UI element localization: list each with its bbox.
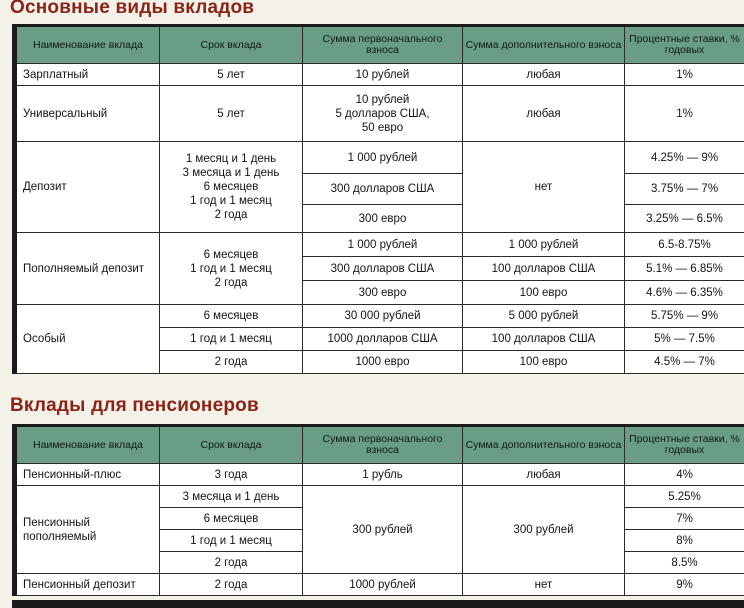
row-term: 5 лет <box>160 64 303 86</box>
row-term: 5 лет <box>160 86 303 142</box>
row-rate: 4.5% — 7% <box>625 351 744 374</box>
row-term: 2 года <box>160 574 303 596</box>
row-initial: 1000 евро <box>303 351 463 374</box>
row-additional: нет <box>463 574 625 596</box>
row-initial: 1000 долларов США <box>303 328 463 351</box>
row-initial: 1000 рублей <box>303 574 463 596</box>
row-initial: 300 долларов США <box>303 257 463 281</box>
row-rate: 8.5% <box>625 552 744 574</box>
row-rate: 6.5-8.75% <box>625 233 744 257</box>
table-row <box>15 64 744 86</box>
row-initial: 1 000 рублей <box>303 233 463 257</box>
row-name: Пенсионный-плюс <box>15 464 160 486</box>
row-terms: 6 месяцев 1 год и 1 месяц 2 года <box>160 233 303 305</box>
header-initial: Сумма первоначального взноса <box>303 26 463 64</box>
table-row <box>15 86 744 142</box>
bottom-divider <box>12 600 744 608</box>
row-initial: 10 рублей 5 долларов США, 50 евро <box>303 86 463 142</box>
row-rate: 4.6% — 6.35% <box>625 281 744 305</box>
table-row <box>15 486 744 508</box>
row-rate: 3.75% — 7% <box>625 174 744 205</box>
row-additional: 1 000 рублей <box>463 233 625 257</box>
table-row <box>15 233 744 257</box>
row-name: Зарплатный <box>15 64 160 86</box>
header-term: Срок вклада <box>160 26 303 64</box>
section-title-pensioner-deposits: Вклады для пенсионеров <box>10 395 259 416</box>
pensioner-deposits-table <box>12 424 744 596</box>
row-term: 1 год и 1 месяц <box>160 328 303 351</box>
row-name: Особый <box>15 305 160 374</box>
table-header-row <box>15 26 744 64</box>
row-rate: 8% <box>625 530 744 552</box>
row-additional: 100 долларов США <box>463 257 625 281</box>
row-additional: 100 евро <box>463 351 625 374</box>
row-initial: 300 евро <box>303 281 463 305</box>
row-rate: 1% <box>625 86 744 142</box>
header-initial: Сумма первоначального взноса <box>303 426 463 464</box>
header-name: Наименование вклада <box>15 426 160 464</box>
table-header-row <box>15 426 744 464</box>
row-term: 1 год и 1 месяц <box>160 530 303 552</box>
header-term: Срок вклада <box>160 426 303 464</box>
table-row <box>15 574 744 596</box>
row-rate: 5.25% <box>625 486 744 508</box>
row-additional: любая <box>463 64 625 86</box>
row-term: 3 месяца и 1 день <box>160 486 303 508</box>
row-initial: 300 рублей <box>303 486 463 574</box>
row-additional: любая <box>463 86 625 142</box>
main-deposits-table <box>12 24 744 374</box>
row-rate: 1% <box>625 64 744 86</box>
row-term: 6 месяцев <box>160 305 303 328</box>
row-term: 2 года <box>160 351 303 374</box>
row-initial: 1 000 рублей <box>303 142 463 174</box>
row-name: Пополняемый депозит <box>15 233 160 305</box>
row-initial: 300 долларов США <box>303 174 463 205</box>
row-name: Пенсионный депозит <box>15 574 160 596</box>
row-rate: 3.25% — 6.5% <box>625 205 744 233</box>
row-rate: 4.25% — 9% <box>625 142 744 174</box>
header-name: Наименование вклада <box>15 26 160 64</box>
row-term: 6 месяцев <box>160 508 303 530</box>
row-initial: 300 евро <box>303 205 463 233</box>
row-rate: 9% <box>625 574 744 596</box>
row-initial: 10 рублей <box>303 64 463 86</box>
row-additional: 300 рублей <box>463 486 625 574</box>
header-rate: Процентные ставки, % годовых <box>625 26 744 64</box>
row-initial: 1 рубль <box>303 464 463 486</box>
row-name: Депозит <box>15 142 160 233</box>
row-rate: 7% <box>625 508 744 530</box>
row-name: Пенсионный пополняемый <box>15 486 160 574</box>
row-rate: 5.1% — 6.85% <box>625 257 744 281</box>
row-rate: 4% <box>625 464 744 486</box>
row-additional: 100 евро <box>463 281 625 305</box>
row-rate: 5% — 7.5% <box>625 328 744 351</box>
section-title-main-deposits: Основные виды вкладов <box>10 0 255 18</box>
row-additional: любая <box>463 464 625 486</box>
row-additional: 100 долларов США <box>463 328 625 351</box>
row-term: 3 года <box>160 464 303 486</box>
table-row <box>15 464 744 486</box>
row-additional: нет <box>463 142 625 233</box>
header-additional: Сумма дополнительного взноса <box>463 426 625 464</box>
row-rate: 5.75% — 9% <box>625 305 744 328</box>
row-additional: 5 000 рублей <box>463 305 625 328</box>
row-initial: 30 000 рублей <box>303 305 463 328</box>
row-name: Универсальный <box>15 86 160 142</box>
table-row <box>15 305 744 328</box>
row-terms: 1 месяц и 1 день 3 месяца и 1 день 6 месяцев 1 год и 1 месяц 2 года <box>160 142 303 233</box>
row-term: 2 года <box>160 552 303 574</box>
header-additional: Сумма дополнительного взноса <box>463 26 625 64</box>
header-rate: Процентные ставки, % годовых <box>625 426 744 464</box>
table-row <box>15 142 744 174</box>
